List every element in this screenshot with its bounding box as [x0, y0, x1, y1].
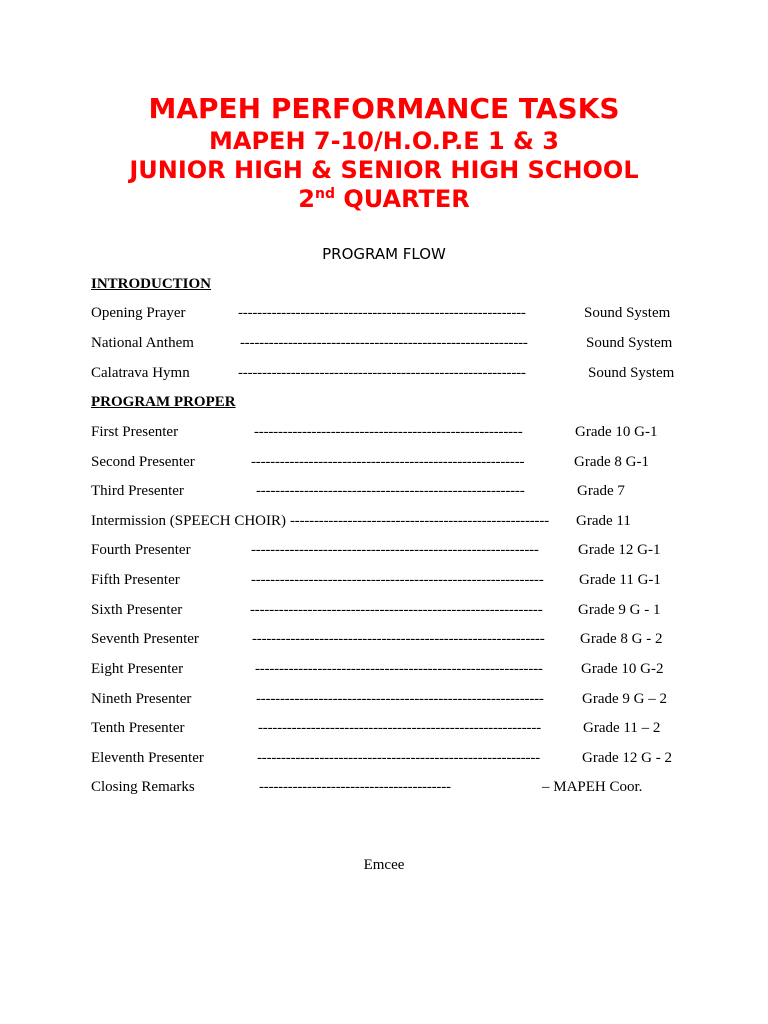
- row-leader: -----------------------------------------------------------: [258, 720, 541, 736]
- introduction-heading: INTRODUCTION: [91, 276, 212, 292]
- row-assigned: Grade 8 G-1: [574, 454, 649, 470]
- program-row: [0, 572, 768, 592]
- row-label: First Presenter: [91, 424, 179, 440]
- row-leader: -------------------------------------------------------------: [251, 572, 544, 588]
- row-leader: ------------------------------------------------------: [290, 513, 549, 529]
- program-row: [0, 454, 768, 474]
- program-row: [0, 424, 768, 444]
- row-assigned: Grade 11 G-1: [579, 572, 661, 588]
- program-proper-heading: PROGRAM PROPER: [91, 394, 236, 410]
- row-label: National Anthem: [91, 335, 194, 351]
- row-label: Seventh Presenter: [91, 631, 199, 647]
- program-row: [0, 720, 768, 740]
- quarter-number: 2: [298, 185, 315, 213]
- row-assigned: Grade 11 – 2: [583, 720, 661, 736]
- document-subtitle-school: JUNIOR HIGH & SENIOR HIGH SCHOOL: [129, 156, 639, 184]
- program-row: [0, 602, 768, 622]
- row-assigned: Grade 10 G-1: [575, 424, 658, 440]
- document-quarter: [0, 185, 768, 213]
- row-label: Eight Presenter: [91, 661, 184, 677]
- row-label: Second Presenter: [91, 454, 195, 470]
- row-leader: --------------------------------------------------------: [254, 424, 523, 440]
- row-leader: ------------------------------------------------------------: [240, 335, 528, 351]
- row-assigned: Sound System: [584, 305, 671, 321]
- program-row: [0, 779, 768, 799]
- quarter-ordinal-suffix: nd: [314, 186, 335, 202]
- row-leader: ------------------------------------------------------------: [238, 305, 526, 321]
- program-row: [0, 335, 768, 355]
- program-row: [0, 483, 768, 503]
- program-row: [0, 513, 768, 533]
- row-label: Closing Remarks: [91, 779, 195, 795]
- row-label: Nineth Presenter: [91, 691, 192, 707]
- row-label: Eleventh Presenter: [91, 750, 204, 766]
- program-row: [0, 365, 768, 385]
- row-assigned: Grade 10 G-2: [581, 661, 664, 677]
- row-leader: -----------------------------------------------------------: [257, 750, 540, 766]
- row-leader: -------------------------------------------------------------: [252, 631, 545, 647]
- quarter-word: QUARTER: [334, 185, 470, 213]
- program-row: [0, 750, 768, 770]
- program-row: [0, 691, 768, 711]
- row-label: Tenth Presenter: [91, 720, 185, 736]
- row-assigned: Grade 9 G – 2: [582, 691, 667, 707]
- row-leader: ------------------------------------------------------------: [256, 691, 544, 707]
- row-assigned: Sound System: [586, 335, 673, 351]
- row-assigned: Sound System: [588, 365, 675, 381]
- program-row: [0, 542, 768, 562]
- row-label: Fifth Presenter: [91, 572, 180, 588]
- row-assigned: Grade 9 G - 1: [578, 602, 661, 618]
- row-assigned: – MAPEH Coor.: [542, 779, 643, 795]
- row-assigned: Grade 12 G-1: [578, 542, 661, 558]
- row-leader: ------------------------------------------------------------: [251, 542, 539, 558]
- row-leader: ---------------------------------------------------------: [251, 454, 525, 470]
- row-label: Intermission (SPEECH CHOIR): [91, 513, 286, 529]
- document-subtitle-subjects: MAPEH 7-10/H.O.P.E 1 & 3: [209, 127, 559, 155]
- document-title: MAPEH PERFORMANCE TASKS: [148, 92, 620, 125]
- program-flow-heading: PROGRAM FLOW: [322, 245, 446, 263]
- row-label: Third Presenter: [91, 483, 184, 499]
- row-leader: ------------------------------------------------------------: [255, 661, 543, 677]
- emcee-label: Emcee: [363, 857, 405, 873]
- row-leader: -------------------------------------------------------------: [250, 602, 543, 618]
- row-assigned: Grade 8 G - 2: [580, 631, 663, 647]
- program-row: [0, 631, 768, 651]
- program-row: [0, 661, 768, 681]
- row-leader: ----------------------------------------: [259, 779, 451, 795]
- row-label: Fourth Presenter: [91, 542, 191, 558]
- program-row: [0, 305, 768, 325]
- row-assigned: Grade 12 G - 2: [582, 750, 672, 766]
- row-assigned: Grade 11: [576, 513, 631, 529]
- row-assigned: Grade 7: [577, 483, 625, 499]
- row-leader: --------------------------------------------------------: [256, 483, 525, 499]
- row-label: Sixth Presenter: [91, 602, 183, 618]
- row-leader: ------------------------------------------------------------: [238, 365, 526, 381]
- row-label: Calatrava Hymn: [91, 365, 190, 381]
- row-label: Opening Prayer: [91, 305, 186, 321]
